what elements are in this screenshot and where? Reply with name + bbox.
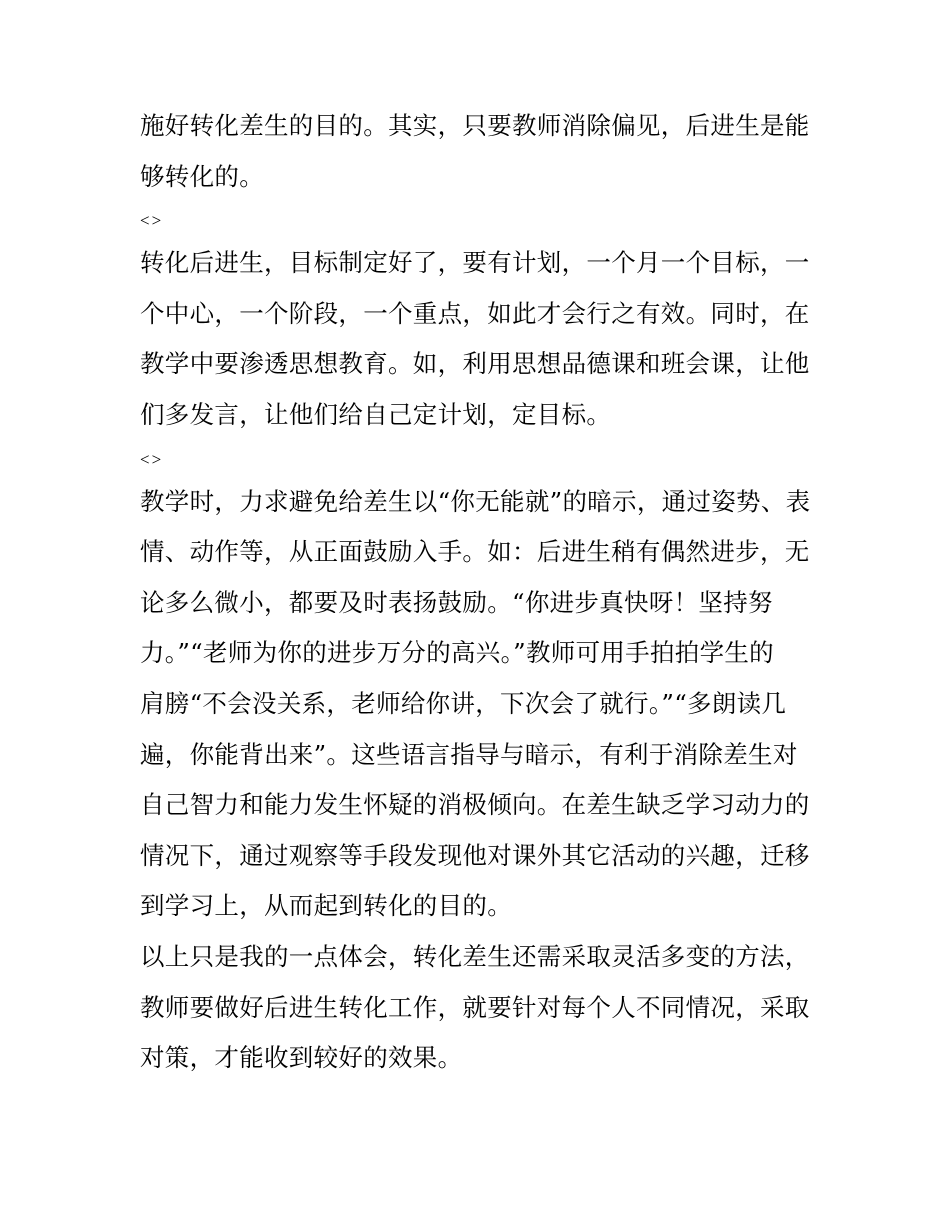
text-line: 教学中要渗透思想教育。如，利用思想品德课和班会课，让他 (140, 349, 810, 379)
text-line: 论多么微小，都要及时表扬鼓励。“你进步真快呀！坚持努 (140, 587, 773, 617)
text-line: 够转化的。 (140, 161, 264, 191)
text-line: 教学时，力求避免给差生以“你无能就”的暗示，通过姿势、表 (140, 486, 811, 516)
section-marker: <> (140, 211, 164, 231)
paragraph-1 (140, 101, 830, 202)
text-line: 情、动作等，从正面鼓励入手。如：后进生稍有偶然进步，无 (140, 537, 810, 567)
text-line: 教师要做好后进生转化工作，就要针对每个人不同情况，采取 (140, 992, 810, 1022)
paragraph-4 (140, 932, 830, 1084)
text-line: 遍，你能背出来”。这些语言指导与暗示，有利于消除差生对 (140, 739, 798, 769)
text-line: 到学习上，从而起到转化的目的。 (140, 891, 512, 921)
text-line: 肩膀“不会没关系，老师给你讲，下次会了就行。”“多朗读几 (140, 688, 787, 718)
text-line: 施好转化差生的目的。其实，只要教师消除偏见，后进生是能 (140, 111, 810, 140)
text-line: 以上只是我的一点体会，转化差生还需采取灵活多变的方法， (140, 941, 810, 971)
section-marker: <> (140, 449, 164, 469)
paragraph-3 (140, 477, 830, 932)
text-line: 自己智力和能力发生怀疑的消极倾向。在差生缺乏学习动力的 (140, 790, 810, 820)
text-line: 们多发言，让他们给自己定计划，定目标。 (140, 399, 612, 429)
text-line: 对策，才能收到较好的效果。 (140, 1043, 463, 1073)
text-line: 情况下，通过观察等手段发现他对课外其它活动的兴趣，迁移 (140, 840, 810, 870)
text-line: 转化后进生，目标制定好了，要有计划，一个月一个目标，一 (140, 248, 810, 278)
document-body (140, 101, 830, 1084)
paragraph-2 (140, 238, 830, 440)
text-line: 力。”“老师为你的进步万分的高兴。”教师可用手拍拍学生的 (140, 638, 774, 668)
text-line: 个中心，一个阶段，一个重点，如此才会行之有效。同时，在 (140, 298, 810, 328)
